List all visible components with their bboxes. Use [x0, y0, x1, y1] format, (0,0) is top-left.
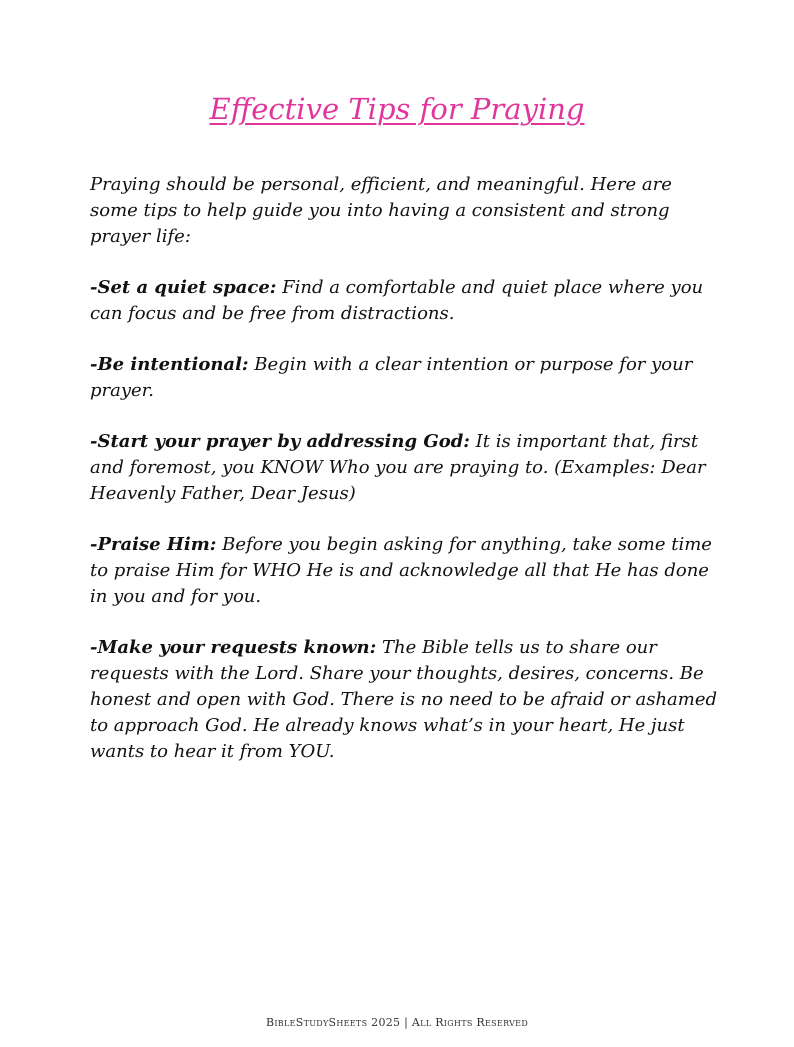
tip-requests-known: [90, 635, 720, 765]
tip-heading: -Make your requests known:: [90, 637, 377, 658]
tip-praise-him: [90, 532, 720, 610]
tip-quiet-space: [90, 275, 720, 327]
page-title-text: Effective Tips for Praying: [209, 92, 585, 126]
intro-paragraph: Praying should be personal, efficient, and meaningful. Here are some tips to help guide you into having a consistent and strong prayer life:: [90, 174, 672, 247]
tip-text: The Bible tells us to share our requests with the Lord. Share your thoughts, desires, concerns. Be honest and open with God. There is no need to be afraid or ashamed to approach God. He already knows what’s in your heart, He just wants to hear it from YOU.: [90, 637, 718, 762]
document-body: [90, 172, 720, 790]
tip-heading: -Praise Him:: [90, 534, 217, 555]
tip-heading: -Set a quiet space:: [90, 277, 277, 298]
page-title: [0, 92, 794, 126]
tip-heading: -Start your prayer by addressing God:: [90, 431, 470, 452]
tip-heading: -Be intentional:: [90, 354, 249, 375]
tip-intentional: [90, 352, 720, 404]
tip-text: Find a comfortable and quiet place where you can focus and be free from distractions.: [90, 277, 704, 324]
tip-text: Before you begin asking for anything, take some time to praise Him for WHO He is and acknowledge all that He has done in you and for you.: [90, 534, 712, 607]
copyright-footer: BibleStudySheets 2025 | All Rights Reserved: [265, 1016, 529, 1029]
tip-text: Begin with a clear intention or purpose for your prayer.: [90, 354, 693, 401]
tip-addressing-god: [90, 429, 720, 507]
tip-text: It is important that, first and foremost, you KNOW Who you are praying to. (Examples: Dear Heavenly Father, Dear Jesus): [90, 431, 706, 504]
